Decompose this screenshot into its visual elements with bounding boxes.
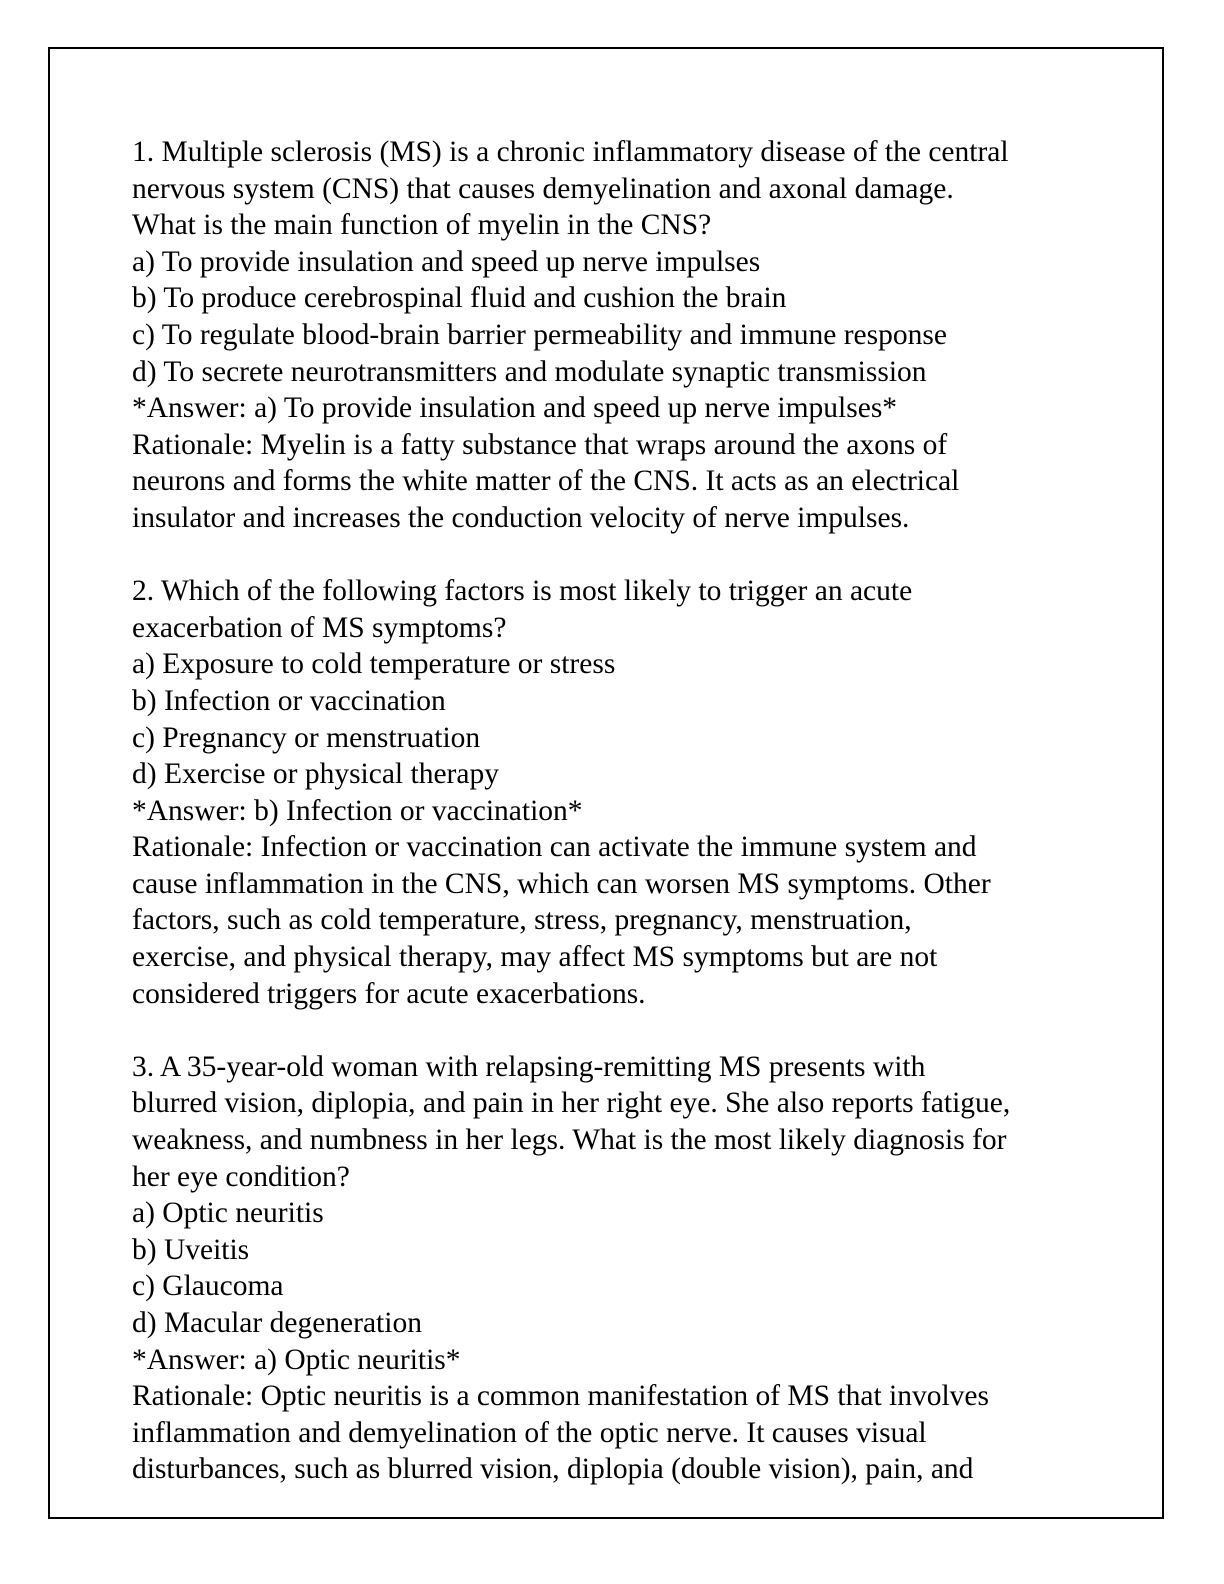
question-stem-line: exacerbation of MS symptoms? [132,611,507,644]
question-block-3 [132,1049,1122,1488]
answer-option: d) Macular degeneration [132,1307,422,1339]
rationale-line: Rationale: Optic neuritis is a common manifestation of MS that involves [132,1380,989,1413]
rationale-line: insulator and increases the conduction velocity of nerve impulses. [132,501,910,534]
question-stem-line: 2. Which of the following factors is most likely to trigger an acute [132,575,913,608]
answer-option: a) Exposure to cold temperature or stress [132,648,616,681]
question-stem-line: 3. A 35-year-old woman with relapsing-remitting MS presents with [132,1050,926,1083]
question-stem-line: 1. Multiple sclerosis (MS) is a chronic inflammatory disease of the central [132,136,1009,168]
rationale-line: Rationale: Myelin is a fatty substance that wraps around the axons of [132,428,948,461]
question-block-2 [132,573,1122,1012]
answer-option: b) To produce cerebrospinal fluid and cushion the brain [132,282,787,315]
answer-option: a) Optic neuritis [132,1197,324,1230]
question-stem-line: her eye condition? [132,1160,350,1193]
question-stem-line: What is the main function of myelin in the CNS? [132,209,712,242]
rationale-line: cause inflammation in the CNS, which can worsen MS symptoms. Other [132,867,991,900]
paragraph-gap [132,537,1122,574]
answer-option: c) Pregnancy or menstruation [132,721,481,754]
rationale-line: considered triggers for acute exacerbations. [132,977,646,1010]
correct-answer: *Answer: b) Infection or vaccination* [132,794,583,827]
answer-option: c) To regulate blood-brain barrier permeability and immune response [132,318,947,351]
question-block-1 [132,134,1122,537]
answer-option: d) Exercise or physical therapy [132,758,499,791]
answer-option: b) Uveitis [132,1233,250,1266]
rationale-line: disturbances, such as blurred vision, diplopia (double vision), pain, and [132,1453,974,1486]
question-stem-line: weakness, and numbness in her legs. What is the most likely diagnosis for [132,1124,1007,1157]
answer-option: c) Glaucoma [132,1270,284,1303]
answer-option: b) Infection or vaccination [132,684,446,717]
paragraph-gap [132,1012,1122,1049]
answer-option: a) To provide insulation and speed up nerve impulses [132,245,761,278]
rationale-line: neurons and forms the white matter of the CNS. It acts as an electrical [132,465,960,498]
question-stem-line: blurred vision, diplopia, and pain in her right eye. She also reports fatigue, [132,1087,1011,1120]
correct-answer: *Answer: a) To provide insulation and speed up nerve impulses* [132,392,898,425]
rationale-line: Rationale: Infection or vaccination can activate the immune system and [132,831,977,864]
rationale-line: inflammation and demyelination of the optic nerve. It causes visual [132,1416,927,1449]
rationale-line: factors, such as cold temperature, stress, pregnancy, menstruation, [132,904,912,937]
question-stem-line: nervous system (CNS) that causes demyelination and axonal damage. [132,172,954,205]
answer-option: d) To secrete neurotransmitters and modulate synaptic transmission [132,355,927,388]
correct-answer: *Answer: a) Optic neuritis* [132,1343,461,1376]
document-body [132,134,1122,1488]
rationale-line: exercise, and physical therapy, may affect MS symptoms but are not [132,941,938,974]
